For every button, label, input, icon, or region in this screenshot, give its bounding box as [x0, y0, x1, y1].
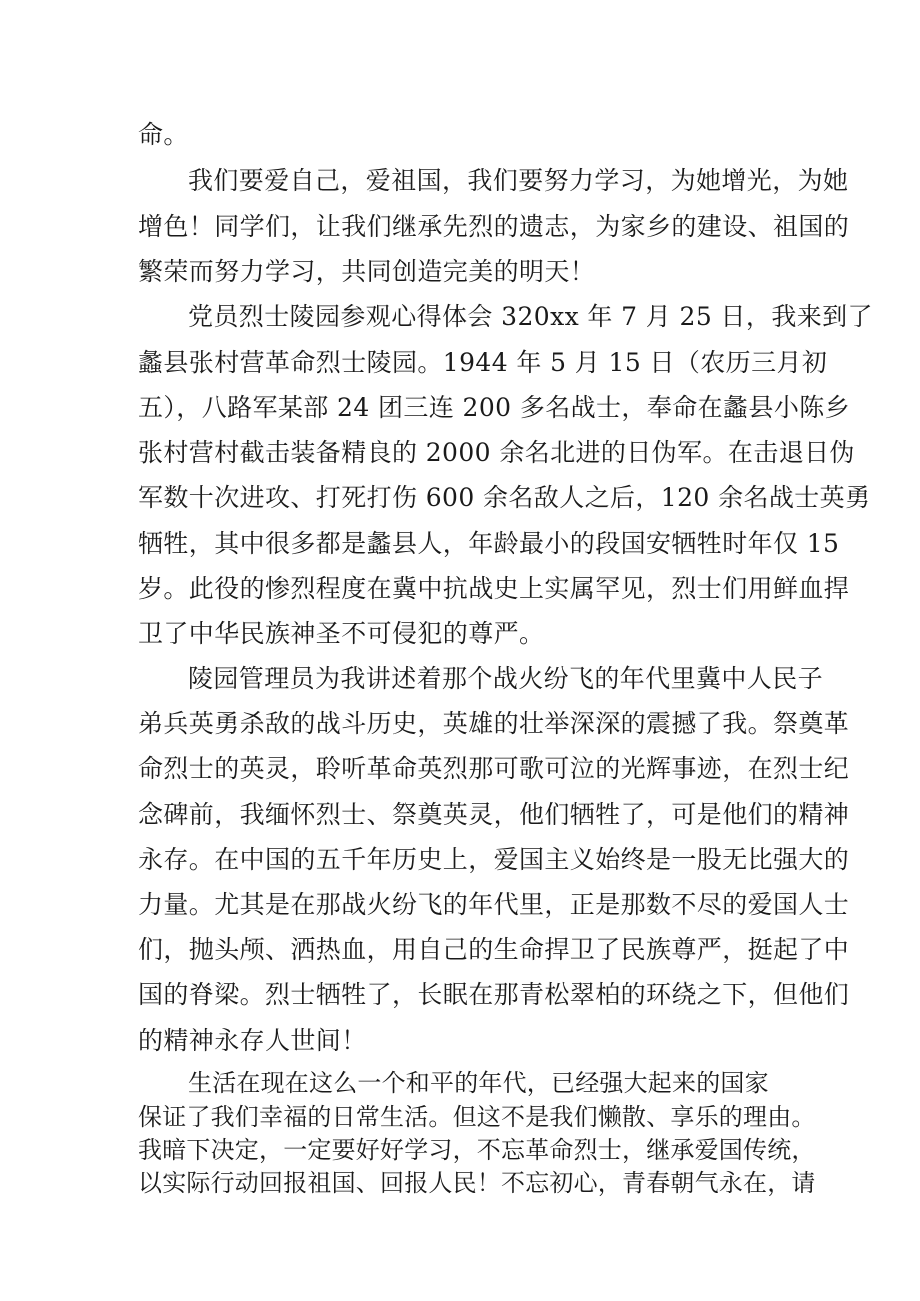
text-line: 繁荣而努力学习，共同创造完美的明天！	[138, 257, 596, 286]
text-line: 陵园管理员为我讲述着那个战火纷飞的年代里冀中人民子	[188, 664, 824, 693]
text-line: 保证了我们幸福的日常生活。但这不是我们懒散、享乐的理由。	[138, 1103, 816, 1131]
text-line: 岁。此役的惨烈程度在冀中抗战史上实属罕见，烈士们用鲜血捍	[138, 574, 850, 603]
text-line: 念碑前，我缅怀烈士、祭奠英灵，他们牺牲了，可是他们的精神	[138, 800, 850, 829]
text-line: 党员烈士陵园参观心得体会 320xx 年 7 月 25 日，我来到了	[188, 302, 873, 331]
text-line: 卫了中华民族神圣不可侵犯的尊严。	[138, 619, 545, 648]
text-line: 以实际行动回报祖国、回报人民！不忘初心，青春朝气永在，请	[138, 1169, 816, 1197]
text-line: 我暗下决定，一定要好好学习，不忘革命烈士，继承爱国传统，	[138, 1136, 816, 1164]
text-line: 牺牲，其中很多都是蠡县人，年龄最小的段国安牺牲时年仅 15	[138, 529, 840, 558]
text-line: 弟兵英勇杀敌的战斗历史，英雄的壮举深深的震撼了我。祭奠革	[138, 709, 850, 738]
text-line: 国的脊梁。烈士牺牲了，长眠在那青松翠柏的环绕之下，但他们	[138, 980, 850, 1009]
text-line: 增色！同学们，让我们继承先烈的遗志，为家乡的建设、祖国的	[138, 212, 850, 241]
text-line: 永存。在中国的五千年历史上，爱国主义始终是一股无比强大的	[138, 845, 850, 874]
text-line: 力量。尤其是在那战火纷飞的年代里，正是那数不尽的爱国人士	[138, 890, 850, 919]
text-line: 命烈士的英灵，聆听革命英烈那可歌可泣的光辉事迹，在烈士纪	[138, 754, 850, 783]
text-line: 命。	[138, 120, 189, 149]
text-line: 们，抛头颅、洒热血，用自己的生命捍卫了民族尊严，挺起了中	[138, 935, 850, 964]
text-line: 我们要爱自己，爱祖国，我们要努力学习，为她增光，为她	[188, 166, 849, 195]
text-line: 生活在现在这么一个和平的年代，已经强大起来的国家	[188, 1069, 769, 1097]
text-line: 的精神永存人世间！	[138, 1026, 367, 1055]
text-line: 五），八路军某部 24 团三连 200 多名战士，奉命在蠡县小陈乡	[138, 393, 851, 422]
text-line: 张村营村截击装备精良的 2000 余名北进的日伪军。在击退日伪	[138, 438, 855, 467]
text-line: 军数十次进攻、打死打伤 600 余名敌人之后，120 余名战士英勇	[138, 483, 871, 512]
text-line: 蠡县张村营革命烈士陵园。1944 年 5 月 15 日（农历三月初	[138, 348, 828, 377]
